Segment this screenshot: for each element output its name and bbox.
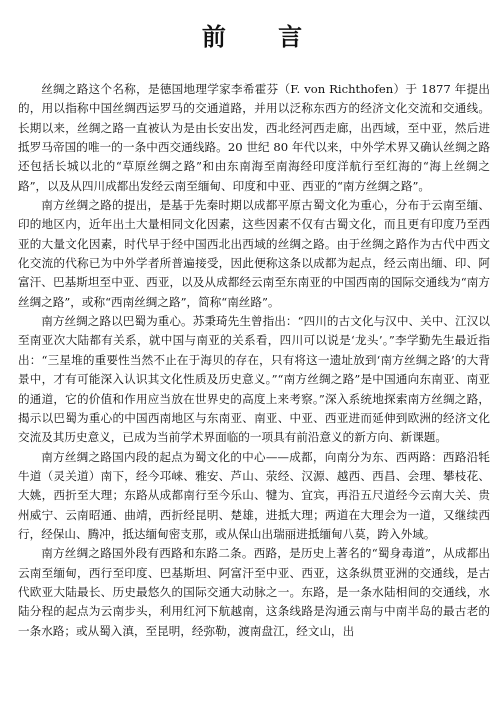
paragraph-2: 南方丝绸之路的提出，是基于先秦时期以成都平原古蜀文化为重心，分布于云南至缅、印的地区内，近年出土大量相同文化因素，这些因素不仅有古蜀文化，而且更有印度乃至西亚的大量文化因素，时代早于经中国西北出西域的丝绸之路。由于丝绸之路作为古代中西文化交流的代称已为中外学者所普遍接受，因此便称这条以成都为起点，经云南出缅、印、阿富汗、巴基斯坦至中亚、西亚，以及从成都经云南至东南亚的中国西南的国际交通线为“南方丝绸之路”，或称“西南丝绸之路”，简称“南丝路”。: [18, 198, 490, 309]
paragraph-1: 丝绸之路这个名称，是德国地理学家李希霍芬（F. von Richthofen）于 1877 年提出的，用以指称中国丝绸西运罗马的交通道路，并用以泛称东西方的经济文化交流和交通线。长期以来，丝绸之路一直被认为是由长安出发，西北经河西走廊，出西域，至中亚，然后进抵罗马帝国的唯一的一条中西交通线路。20 世纪 80 年代以来，中外学术界又确认丝绸之路还包括长城以北的“草原丝绸之路”和由东南海至南海经印度洋航行至红海的“海上丝绸之路”，以及从四川成都出发经云南至缅甸、印度和中亚、西亚的“南方丝绸之路”。: [18, 82, 490, 193]
body-text: [18, 80, 490, 641]
paragraph-4: 南方丝绸之路国内段的起点为蜀文化的中心——成都，向南分为东、西两路：西路沿牦牛道（灵关道）南下，经今邛崃、雅安、芦山、荥经、汉源、越西、西昌、会理、攀枝花、大姚，西折至大理；东路从成都南行至今乐山、犍为、宜宾，再沿五尺道经今云南大关、贵州威宁、云南昭通、曲靖，西折经昆明、楚雄，进抵大理；两道在大理会为一道，又继续西行，经保山、腾冲，抵达缅甸密支那，或从保山出瑞丽进抵缅甸八莫，跨入外域。: [18, 449, 490, 541]
paragraph-3: 南方丝绸之路以巴蜀为重心。苏秉琦先生曾指出：“四川的古文化与汉中、关中、江汉以至南亚次大陆都有关系，就中国与南亚的关系看，四川可以说是‘龙头’。”李学勤先生最近指出：“三星堆的重要性当然不止在于海贝的存在，只有将这一遗址放到‘南方丝绸之路’的大背景中，才有可能深入认识其文化性质及历史意义。”“南方丝绸之路”是中国通向东南亚、南亚的通道，它的价值和作用应当放在世界史的高度上来考察。”深入系统地探索南方丝绸之路，揭示以巴蜀为重心的中国西南地区与东南亚、南亚、中亚、西亚进而延伸到欧洲的经济文化交流及其历史意义，已成为当前学术界面临的一项具有前沿意义的新方向、新课题。: [18, 314, 490, 445]
page-title: 前 言: [201, 22, 325, 51]
paragraph-5: 南方丝绸之路国外段有西路和东路二条。西路，是历史上著名的“蜀身毒道”，从成都出云南至缅甸，西行至印度、巴基斯坦、阿富汗至中亚、西亚，这条纵贯亚洲的交通线，是古代欧亚大陆最长、历史最悠久的国际交通大动脉之一。东路，是一条水陆相间的交通线，水陆分程的起点为云南步头，利用红河下航越南，这条线路是沟通云南与中南半岛的最古老的一条水路；或从蜀入滇，至昆明，经弥勒，渡南盘江，经文山，出: [18, 546, 490, 638]
